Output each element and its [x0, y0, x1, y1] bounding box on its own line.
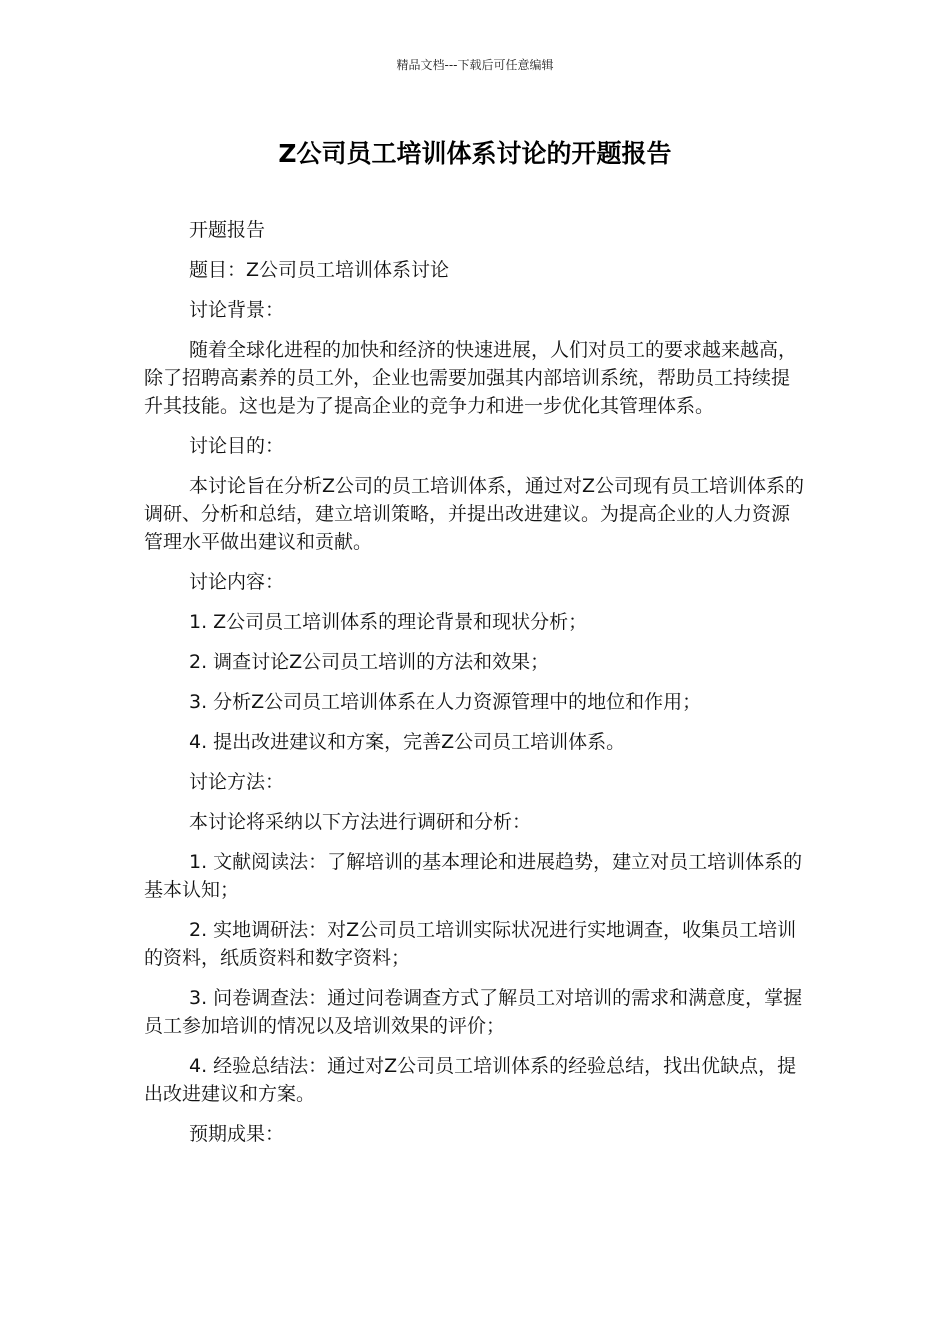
method-item-2: 2. 实地调研法：对Z公司员工培训实际状况进行实地调查，收集员工培训的资料，纸质资料和数字资料；: [144, 919, 797, 969]
document-body: [144, 216, 808, 1160]
heading-background: 讨论背景：: [189, 299, 285, 321]
method-item-4: 4. 经验总结法：通过对Z公司员工培训体系的经验总结，找出优缺点，提出改进建议和方案。: [144, 1055, 797, 1105]
document-title: Z公司员工培训体系讨论的开题报告: [278, 139, 672, 168]
paragraph-label-report: 开题报告: [189, 219, 266, 241]
header-note: 精品文档---下载后可任意编辑: [396, 58, 554, 72]
heading-method: 讨论方法：: [189, 771, 285, 793]
paragraph-purpose: 本讨论旨在分析Z公司的员工培训体系，通过对Z公司现有员工培训体系的调研、分析和总结，建立培训策略，并提出改进建议。为提高企业的人力资源管理水平做出建议和贡献。: [144, 475, 805, 553]
content-item-4: 4. 提出改进建议和方案，完善Z公司员工培训体系。: [189, 731, 626, 753]
paragraph-method-intro: 本讨论将采纳以下方法进行调研和分析：: [189, 811, 532, 833]
paragraph-topic: 题目：Z公司员工培训体系讨论: [189, 259, 450, 281]
content-item-2: 2. 调查讨论Z公司员工培训的方法和效果；: [189, 651, 550, 673]
paragraph-background: 随着全球化进程的加快和经济的快速进展，人们对员工的要求越来越高，除了招聘高素养的员工外，企业也需要加强其内部培训系统，帮助员工持续提升其技能。这也是为了提高企业的竞争力和进一步优化其管理体系。: [144, 339, 798, 417]
method-item-1: 1. 文献阅读法：了解培训的基本理论和进展趋势，建立对员工培训体系的基本认知；: [144, 851, 803, 901]
content-item-1: 1. Z公司员工培训体系的理论背景和现状分析；: [189, 611, 588, 633]
heading-purpose: 讨论目的：: [189, 435, 285, 457]
heading-content: 讨论内容：: [189, 571, 285, 593]
content-item-3: 3. 分析Z公司员工培训体系在人力资源管理中的地位和作用；: [189, 691, 702, 713]
method-item-3: 3. 问卷调查法：通过问卷调查方式了解员工对培训的需求和满意度，掌握员工参加培训的情况以及培训效果的评价；: [144, 987, 803, 1037]
heading-expected-results: 预期成果：: [189, 1123, 285, 1145]
